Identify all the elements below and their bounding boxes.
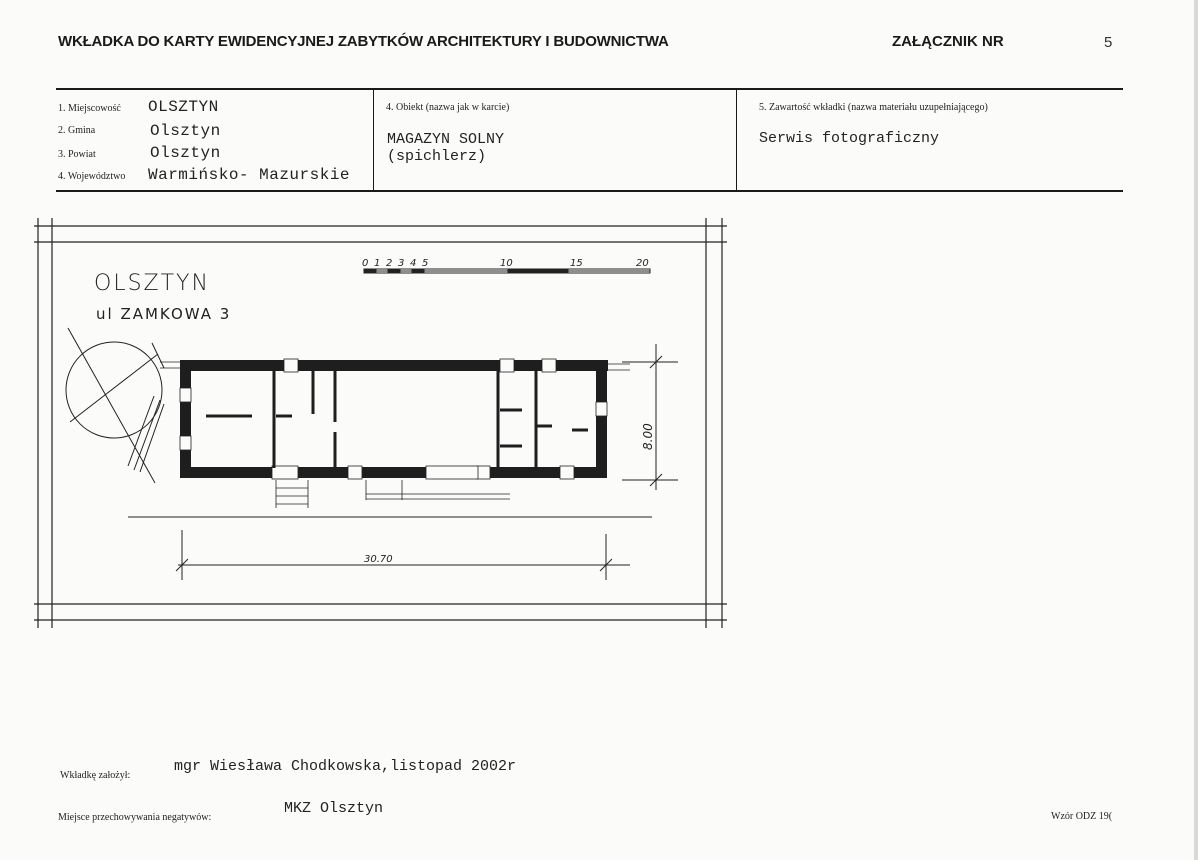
voivodeship-value: Warmińsko- Mazurskie: [148, 166, 351, 184]
commune-label: 2. Gmina: [58, 125, 96, 136]
scale-tick-0: 0: [362, 258, 369, 269]
scale-tick-10: 10: [500, 258, 513, 269]
scale-tick-3: 3: [398, 258, 405, 269]
scale-tick-4: 4: [410, 258, 417, 269]
place-value: OLSZTYN: [148, 98, 219, 116]
table-divider-1: [373, 89, 374, 191]
annex-label: ZAŁĄCZNIK NR: [892, 33, 1004, 50]
scale-tick-15: 15: [570, 258, 583, 269]
scale-tick-1: 1: [374, 258, 381, 269]
table-divider-2: [736, 89, 737, 191]
commune-value: Olsztyn: [150, 122, 221, 140]
width-dimension: [622, 344, 678, 490]
table-top-rule: [56, 88, 1123, 90]
floor-plan-drawing: [30, 218, 730, 630]
author-label: Wkładkę założył:: [60, 770, 131, 781]
length-dimension: [176, 530, 630, 580]
author-value: mgr Wiesława Chodkowska,listopad 2002r: [174, 758, 517, 775]
place-label: 1. Miejscowość: [58, 103, 121, 114]
annex-number: 5: [1104, 34, 1113, 51]
object-name-line1: MAGAZYN SOLNY: [387, 131, 505, 148]
page-edge: [1194, 0, 1198, 860]
width-dimension-label: 8.00: [641, 423, 655, 450]
object-name-line2: (spichlerz): [387, 148, 487, 165]
interior-walls: [206, 371, 588, 468]
voivodeship-label: 4. Województwo: [58, 171, 126, 182]
scale-bar: [364, 269, 650, 273]
building-walls: [180, 360, 608, 478]
wall-openings: [180, 359, 607, 479]
district-label: 3. Powiat: [58, 149, 96, 160]
form-code: Wzór ODZ 19(: [1051, 811, 1113, 822]
drawing-city: OLSZTYN: [94, 271, 210, 296]
drawing-street: ul ZAMKOWA 3: [96, 305, 232, 323]
scale-tick-2: 2: [386, 258, 393, 269]
length-dimension-label: 30.70: [364, 554, 393, 565]
contents-value: Serwis fotograficzny: [759, 130, 940, 147]
table-bottom-rule: [56, 190, 1123, 192]
object-label: 4. Obiekt (nazwa jak w karcie): [386, 102, 510, 113]
storage-label: Miejsce przechowywania negatywów:: [58, 812, 212, 823]
contents-label: 5. Zawartość wkładki (nazwa materiału uzupełniającego): [759, 102, 988, 113]
storage-value: MKZ Olsztyn: [284, 800, 384, 817]
entrance-steps: [160, 362, 630, 508]
sheet-title: WKŁADKA DO KARTY EWIDENCYJNEJ ZABYTKÓW ARCHITEKTURY I BUDOWNICTWA: [58, 33, 669, 50]
district-value: Olsztyn: [150, 144, 221, 162]
north-arrow-icon: [66, 328, 164, 483]
scale-tick-5: 5: [422, 258, 429, 269]
scale-tick-20: 20: [636, 258, 649, 269]
